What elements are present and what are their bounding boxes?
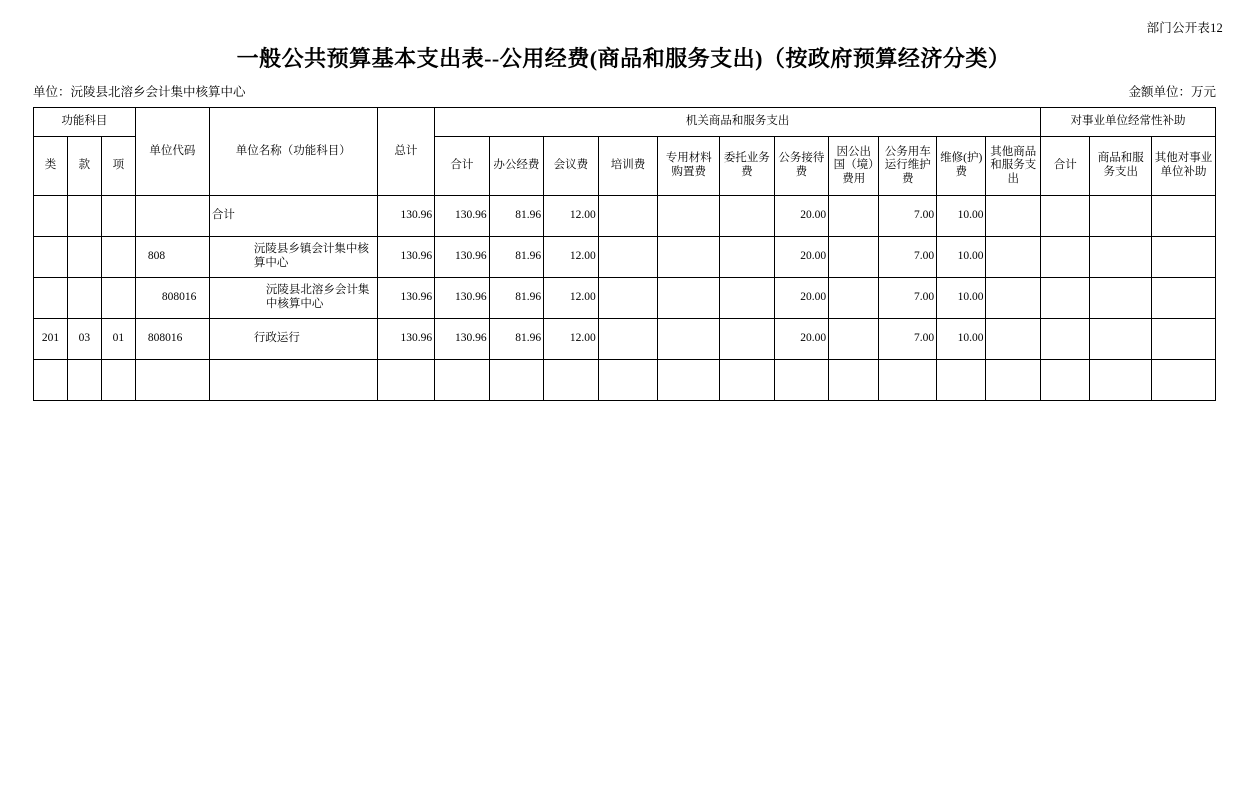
cell-other-goods-services xyxy=(986,360,1041,401)
cell-vehicle-fee: 7.00 xyxy=(879,319,937,360)
cell-inst-goods-services xyxy=(1090,196,1152,237)
cell-subtotal xyxy=(435,360,490,401)
cell-official-reception: 20.00 xyxy=(774,237,829,278)
cell-entrusted-business xyxy=(720,360,775,401)
header-org-goods-services: 机关商品和服务支出 xyxy=(435,108,1041,137)
cell-entrusted-business xyxy=(720,278,775,319)
table-header-group-row xyxy=(34,108,1216,137)
header-vehicle-fee: 公务用车运行维护费 xyxy=(879,137,937,196)
cell-maintenance-fee: 10.00 xyxy=(937,196,986,237)
cell-vehicle-fee: 7.00 xyxy=(879,278,937,319)
cell-office-fee: 81.96 xyxy=(489,278,544,319)
cell-maintenance-fee: 10.00 xyxy=(937,278,986,319)
cell-kuan: 03 xyxy=(67,319,101,360)
cell-office-fee: 81.96 xyxy=(489,196,544,237)
cell-maintenance-fee: 10.00 xyxy=(937,319,986,360)
cell-training-fee xyxy=(598,278,658,319)
cell-xiang xyxy=(101,196,135,237)
cell-total: 130.96 xyxy=(377,278,435,319)
amount-unit-label: 金额单位：万元 xyxy=(1128,85,1216,99)
cell-official-reception: 20.00 xyxy=(774,196,829,237)
cell-kuan xyxy=(67,196,101,237)
cell-inst-goods-services xyxy=(1090,360,1152,401)
cell-inst-other-subsidy xyxy=(1152,237,1216,278)
header-special-material: 专用材料购置费 xyxy=(658,137,720,196)
cell-subtotal: 130.96 xyxy=(435,278,490,319)
cell-inst-goods-services xyxy=(1090,278,1152,319)
cell-meeting-fee: 12.00 xyxy=(544,237,599,278)
header-official-reception: 公务接待费 xyxy=(774,137,829,196)
cell-entrusted-business xyxy=(720,196,775,237)
header-function-subject: 功能科目 xyxy=(34,108,136,137)
cell-abroad-fee xyxy=(829,237,879,278)
header-institution-subsidy: 对事业单位经常性补助 xyxy=(1041,108,1216,137)
page-title: 一般公共预算基本支出表--公用经费(商品和服务支出)（按政府预算经济分类） xyxy=(236,46,1011,71)
cell-entrusted-business xyxy=(720,319,775,360)
table-row xyxy=(34,360,1216,401)
cell-office-fee: 81.96 xyxy=(489,319,544,360)
cell-meeting-fee xyxy=(544,360,599,401)
cell-other-goods-services xyxy=(986,319,1041,360)
cell-meeting-fee: 12.00 xyxy=(544,278,599,319)
cell-lei xyxy=(34,196,68,237)
cell-unit-name: 沅陵县乡镇会计集中核算中心 xyxy=(209,237,377,278)
cell-training-fee xyxy=(598,196,658,237)
cell-kuan xyxy=(67,237,101,278)
cell-training-fee xyxy=(598,319,658,360)
cell-training-fee xyxy=(598,237,658,278)
cell-unit-name xyxy=(209,360,377,401)
cell-other-goods-services xyxy=(986,237,1041,278)
cell-unit-code: 808016 xyxy=(135,278,209,319)
cell-abroad-fee xyxy=(829,196,879,237)
cell-inst-other-subsidy xyxy=(1152,360,1216,401)
cell-xiang xyxy=(101,278,135,319)
cell-special-material xyxy=(658,237,720,278)
cell-inst-subtotal xyxy=(1041,237,1090,278)
header-xiang: 项 xyxy=(101,137,135,196)
cell-total xyxy=(377,360,435,401)
cell-kuan xyxy=(67,278,101,319)
cell-inst-other-subsidy xyxy=(1152,278,1216,319)
header-meeting-fee: 会议费 xyxy=(544,137,599,196)
cell-inst-subtotal xyxy=(1041,278,1090,319)
header-unit-name: 单位名称（功能科目） xyxy=(209,108,377,196)
header-total: 总计 xyxy=(377,108,435,196)
header-lei: 类 xyxy=(34,137,68,196)
cell-other-goods-services xyxy=(986,196,1041,237)
cell-meeting-fee: 12.00 xyxy=(544,319,599,360)
cell-vehicle-fee: 7.00 xyxy=(879,237,937,278)
table-row xyxy=(34,237,1216,278)
cell-inst-subtotal xyxy=(1041,360,1090,401)
cell-unit-name: 合计 xyxy=(209,196,377,237)
cell-inst-subtotal xyxy=(1041,319,1090,360)
cell-vehicle-fee: 7.00 xyxy=(879,196,937,237)
cell-unit-name: 行政运行 xyxy=(209,319,377,360)
cell-unit-code xyxy=(135,196,209,237)
budget-table xyxy=(33,107,1216,401)
cell-inst-goods-services xyxy=(1090,237,1152,278)
cell-kuan xyxy=(67,360,101,401)
cell-other-goods-services xyxy=(986,278,1041,319)
cell-unit-code xyxy=(135,360,209,401)
header-subtotal: 合计 xyxy=(435,137,490,196)
header-training-fee: 培训费 xyxy=(598,137,658,196)
header-unit-code: 单位代码 xyxy=(135,108,209,196)
cell-lei xyxy=(34,237,68,278)
cell-office-fee xyxy=(489,360,544,401)
form-code-label: 部门公开表12 xyxy=(1146,21,1223,35)
cell-special-material xyxy=(658,360,720,401)
table-row xyxy=(34,319,1216,360)
cell-inst-subtotal xyxy=(1041,196,1090,237)
cell-unit-name: 沅陵县北溶乡会计集中核算中心 xyxy=(209,278,377,319)
cell-subtotal: 130.96 xyxy=(435,237,490,278)
cell-meeting-fee: 12.00 xyxy=(544,196,599,237)
cell-abroad-fee xyxy=(829,278,879,319)
cell-training-fee xyxy=(598,360,658,401)
unit-label: 单位：沅陵县北溶乡会计集中核算中心 xyxy=(33,85,246,99)
cell-special-material xyxy=(658,196,720,237)
cell-official-reception xyxy=(774,360,829,401)
cell-lei: 201 xyxy=(34,319,68,360)
cell-inst-other-subsidy xyxy=(1152,319,1216,360)
header-inst-subtotal: 合计 xyxy=(1041,137,1090,196)
cell-unit-code: 808016 xyxy=(135,319,209,360)
header-other-goods-services: 其他商品和服务支出 xyxy=(986,137,1041,196)
meta-row xyxy=(33,82,1216,100)
header-office-fee: 办公经费 xyxy=(489,137,544,196)
cell-official-reception: 20.00 xyxy=(774,278,829,319)
table-body xyxy=(34,196,1216,401)
cell-abroad-fee xyxy=(829,360,879,401)
cell-inst-goods-services xyxy=(1090,319,1152,360)
cell-xiang: 01 xyxy=(101,319,135,360)
cell-xiang xyxy=(101,237,135,278)
header-maintenance-fee: 维修(护)费 xyxy=(937,137,986,196)
cell-inst-other-subsidy xyxy=(1152,196,1216,237)
cell-total: 130.96 xyxy=(377,196,435,237)
cell-lei xyxy=(34,360,68,401)
cell-total: 130.96 xyxy=(377,319,435,360)
table-row xyxy=(34,278,1216,319)
cell-official-reception: 20.00 xyxy=(774,319,829,360)
cell-special-material xyxy=(658,278,720,319)
cell-subtotal: 130.96 xyxy=(435,319,490,360)
header-inst-other-subsidy: 其他对事业单位补助 xyxy=(1152,137,1216,196)
table-row xyxy=(34,196,1216,237)
cell-lei xyxy=(34,278,68,319)
cell-special-material xyxy=(658,319,720,360)
cell-maintenance-fee xyxy=(937,360,986,401)
cell-subtotal: 130.96 xyxy=(435,196,490,237)
cell-abroad-fee xyxy=(829,319,879,360)
cell-office-fee: 81.96 xyxy=(489,237,544,278)
header-entrusted-business: 委托业务费 xyxy=(720,137,775,196)
header-inst-goods-services: 商品和服务支出 xyxy=(1090,137,1152,196)
cell-unit-code: 808 xyxy=(135,237,209,278)
cell-xiang xyxy=(101,360,135,401)
cell-vehicle-fee xyxy=(879,360,937,401)
cell-maintenance-fee: 10.00 xyxy=(937,237,986,278)
header-abroad-fee: 因公出国（境）费用 xyxy=(829,137,879,196)
header-kuan: 款 xyxy=(67,137,101,196)
cell-entrusted-business xyxy=(720,237,775,278)
cell-total: 130.96 xyxy=(377,237,435,278)
